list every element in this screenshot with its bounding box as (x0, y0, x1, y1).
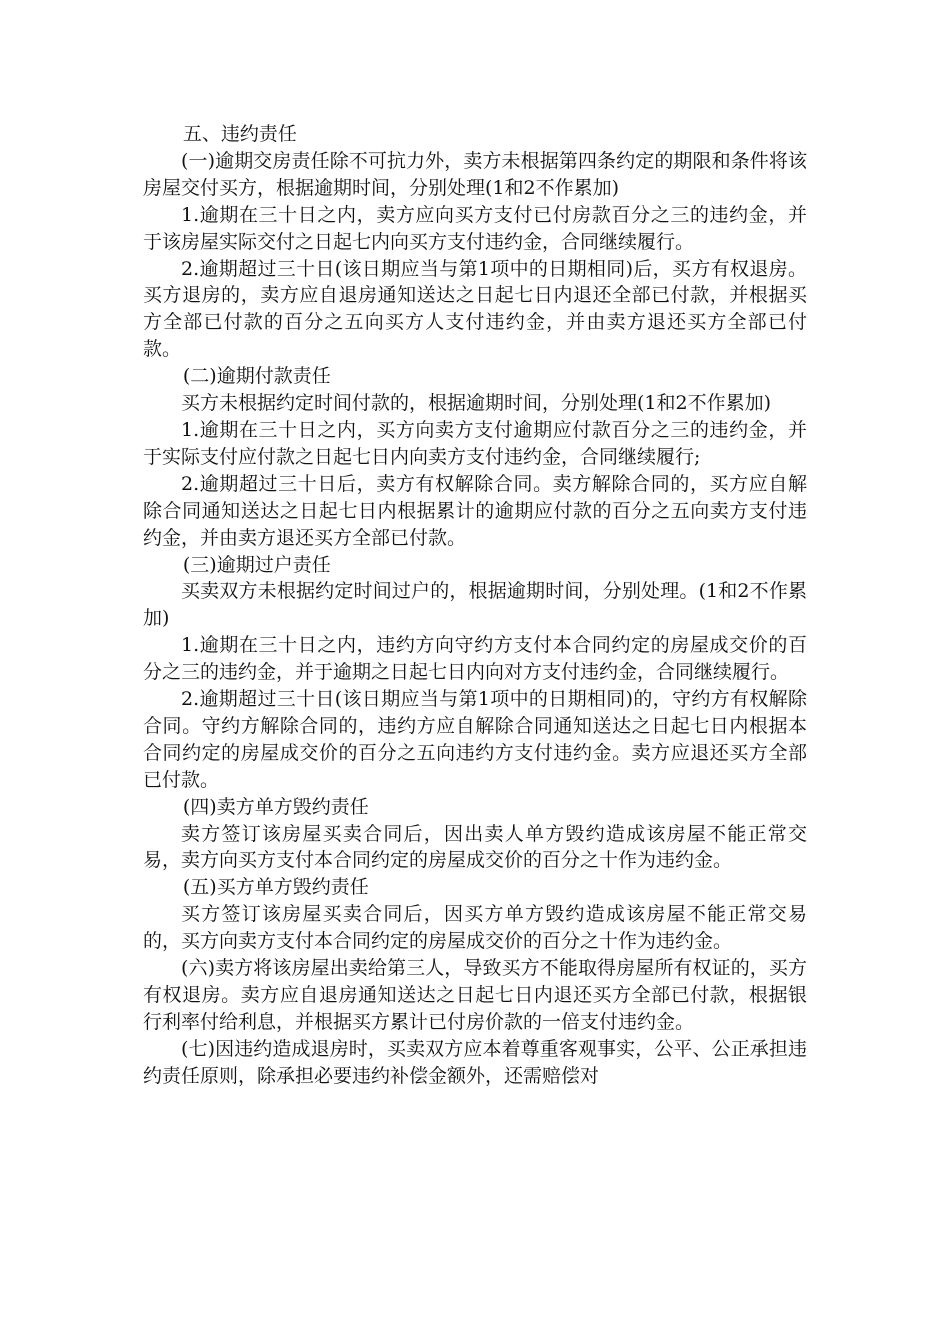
paragraph: 买方未根据约定时间付款的，根据逾期时间，分别处理(1和2不作累加) (181, 392, 772, 415)
subsection-heading: (四)卖方单方毁约责任 (182, 795, 369, 818)
paragraph: 2.逾期超过三十日(该日期应当与第1项中的日期相同)的，守约方有权解除合同。守约方解除合同的，违约方应自解除合同通知送达之日起七日内根据本合同约定的房屋成交价的百分之五向违约方支付违约金。卖方应退还买方全部已付款。 (143, 688, 807, 791)
subsection-heading: (五)买方单方毁约责任 (182, 876, 369, 899)
paragraph: (一)逾期交房责任除不可抗力外，卖方未根据第四条约定的期限和条件将该房屋交付买方，根据逾期时间，分别处理(1和2不作累加) (143, 149, 807, 199)
paragraph: 1.逾期在三十日之内，买方向卖方支付逾期应付款百分之三的违约金，并于实际支付应付款之日起七日内向卖方支付违约金，合同继续履行; (143, 418, 807, 468)
paragraph: 卖方签订该房屋买卖合同后，因出卖人单方毁约造成该房屋不能正常交易，卖方向买方支付本合同约定的房屋成交价的百分之十作为违约金。 (143, 822, 807, 872)
paragraph: 2.逾期超过三十日后，卖方有权解除合同。卖方解除合同的，买方应自解除合同通知送达之日起七日内根据累计的逾期应付款的百分之五向卖方支付违约金，并由卖方退还买方全部已付款。 (143, 472, 807, 549)
document-body (143, 121, 807, 1090)
subsection-heading: (二)逾期付款责任 (182, 365, 331, 388)
paragraph: 买方签订该房屋买卖合同后，因买方单方毁约造成该房屋不能正常交易的，买方向卖方支付本合同约定的房屋成交价的百分之十作为违约金。 (143, 903, 807, 953)
paragraph: (六)卖方将该房屋出卖给第三人，导致买方不能取得房屋所有权证的，买方有权退房。卖方应自退房通知送达之日起七日内退还买方全部已付款，根据银行利率付给利息，并根据买方累计已付房价款的一倍支付违约金。 (143, 957, 807, 1033)
paragraph: 买卖双方未根据约定时间过户的，根据逾期时间，分别处理。(1和2不作累加) (143, 580, 807, 630)
section-heading: 五、违约责任 (182, 123, 297, 145)
subsection-heading: (三)逾期过户责任 (182, 553, 331, 576)
paragraph: (七)因违约造成退房时，买卖双方应本着尊重客观事实，公平、公正承担违约责任原则，除承担必要违约补偿金额外，还需赔偿对 (143, 1037, 807, 1087)
paragraph: 1.逾期在三十日之内，卖方应向买方支付已付房款百分之三的违约金，并于该房屋实际交付之日起七内向买方支付违约金，合同继续履行。 (143, 203, 807, 253)
paragraph: 1.逾期在三十日之内，违约方向守约方支付本合同约定的房屋成交价的百分之三的违约金，并于逾期之日起七日内向对方支付违约金，合同继续履行。 (143, 634, 807, 684)
paragraph: 2.逾期超过三十日(该日期应当与第1项中的日期相同)后，买方有权退房。买方退房的，卖方应自退房通知送达之日起七日内退还全部已付款，并根据买方全部已付款的百分之五向买方人支付违约金，并由卖方退还买方全部已付款。 (143, 257, 807, 361)
